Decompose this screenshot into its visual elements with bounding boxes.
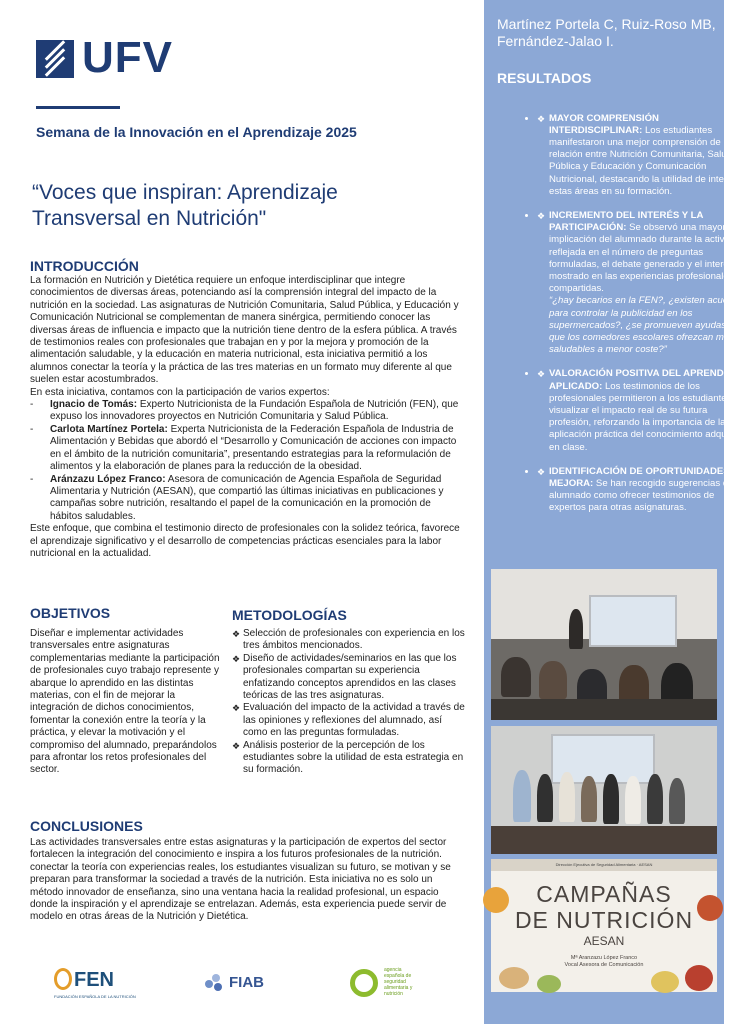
expert-description: Asesora de comunicación de Agencia Española de Seguridad Alimentaria y Nutrición (AESAN), que compartió las últimas iniciativas en publicaciones y campañas sobre nutrición, resaltando el papel de la comunicación en la promoción de hábitos saludables.	[50, 473, 444, 522]
diamond-bullet-icon: ❖	[232, 703, 241, 714]
introduction-section	[30, 258, 462, 560]
campaign-slide-speaker: Mª Aranzazu López Franco Vocal Asesora de Comunicación	[564, 955, 644, 968]
result-item: • ❖ INCREMENTO DEL INTERÉS Y LA PARTICIPACIÓN: Se observó una mayor implicación del alumnado durante la actividad, reflejada en el número de preguntas formuladas, el debate generado y el interés mostrado en las experiencias profesionales compartidas. “¿hay becarios en la FEN?, ¿existen acuerdos para controlar la publicidad en los supermercados?, ¿se promueven ayudas para que los comedores escolares ofrezcan menús saludables a menor coste?”	[537, 210, 751, 356]
objectives-text: Diseñar e implementar actividades transversales entre asignaturas complementarias mediante la participación de profesionales cuyo trabajo represente y abarque lo aprendido en las distintas materias, con el fin de mejorar la integración de dichos conocimientos, fomentar la conexión entre la teoría y la práctica, y elevar la motivación y el compromiso del alumnado, preparándolos para afrontar los retos profesionales del sector.	[30, 628, 220, 776]
ufv-logo-icon	[36, 40, 74, 78]
results-heading: RESULTADOS	[497, 70, 592, 86]
methodology-item: ❖ Selección de profesionales con experiencia en los tres ámbitos mencionados.	[232, 628, 465, 652]
conclusions-text: Las actividades transversales entre estas asignaturas y la participación de expertos del sector fortalecen la integración del conocimiento e inspira a los futuros profesionales de la nutrición. conectar la teoría con experiencias reales, los estudiantes visualizan su futuro, se motivan y se preparan para transformar la sociedad a través de la nutrición. Esta iniciativa no es solo un método innovador de enseñanza, sino una ventana hacia la realidad profesional, un espacio donde la inspiración y el aprendizaje se entrelazan. Además, esta experiencia puede servir de modelo en otras áreas de la Nutrición y Dietética.	[30, 837, 451, 923]
ufv-logo-text: UFV	[82, 33, 173, 82]
authors: Martínez Portela C, Ruiz-Roso MB, Fernández-Jalao I.	[497, 16, 716, 49]
expert-description: Experto Nutricionista de la Fundación Española de Nutrición (FEN), que expuso los innovadores proyectos en Nutrición Comunitaria y Salud Pública.	[50, 399, 459, 423]
diamond-bullet-icon: • ❖	[537, 369, 546, 380]
introduction-paragraph: La formación en Nutrición y Dietética requiere un enfoque interdisciplinar que integre conocimientos de diversas áreas, potenciando así la comprensión integral del impacto de la nutrición en la sociedad. Las asignaturas de Nutrición Comunitaria, Salud Pública, y Educación y Comunicación Nutricional se complementan de manera sinérgica, permitiendo conocer las diversas áreas de influencia e impacto que la nutrición tiene dentro de la esfera pública. A través de testimonios reales con profesionales que trabajan en y por la mejora y promoción de la alimentación saludable, y la educación en materia nutricional, esta iniciativa permitió a los alumnos conectar la teoría y la práctica de las tres materias en un formato muy diferente al que suelen estar acostumbrados.	[30, 275, 459, 386]
methodology-item: ❖ Evaluación del impacto de la actividad a través de las opiniones y reflexiones del alumnado, así como en las preguntas formuladas.	[232, 702, 465, 739]
diamond-bullet-icon: • ❖	[537, 466, 546, 477]
expert-description: Experta Nutricionista de la Federación Española de Industria de Alimentación y Bebidas que abordó el “Desarrollo y Comunicación de acciones con impacto en el ámbito de la nutrición comunitaria”, presentando estrategias para la reformulación de alimentos y la elaboración de planes para la reducción de la obesidad.	[50, 423, 457, 473]
experts-list	[30, 399, 462, 523]
expert-name: Aránzazu López Franco:	[50, 473, 166, 485]
result-item: • ❖ VALORACIÓN POSITIVA DEL APRENDIZAJE APLICADO: Los testimonios de los profesionales permitieron a los estudiantes visualizar el impacto real de su futura profesión, reforzando la importancia de la aplicación práctica del conocimiento adquirido en clase.	[537, 368, 751, 453]
campaign-slide-photo	[491, 859, 717, 992]
diamond-bullet-icon: ❖	[232, 740, 241, 751]
poster-title: “Voces que inspiran: Aprendizaje Transversal en Nutrición"	[32, 181, 338, 230]
result-item: • ❖ IDENTIFICACIÓN DE OPORTUNIDADES DE MEJORA: Se han recogido sugerencias del alumnado como ofrecer testimonios de expertos para otras asignaturas.	[537, 466, 751, 515]
conclusions-heading: CONCLUSIONES	[30, 818, 143, 834]
group-photo	[491, 726, 717, 854]
event-name: Semana de la Innovación en el Aprendizaje 2025	[36, 124, 357, 140]
methodology-item: ❖ Análisis posterior de la percepción de los estudiantes sobre la utilidad de esta estrategia en su formación.	[232, 739, 464, 776]
aesan-logo-text: agencia española de seguridad alimentaria y nutrición	[384, 967, 413, 997]
diamond-bullet-icon: • ❖	[537, 113, 546, 124]
objectives-section	[30, 605, 220, 777]
campaign-slide-subtitle: AESAN	[583, 934, 625, 948]
methodology-heading: METODOLOGÍAS	[232, 607, 347, 623]
fiab-logo-text: FIAB	[229, 974, 264, 991]
fen-logo-icon	[52, 965, 136, 1001]
student-questions-quote: “¿hay becarios en la FEN?, ¿existen acuerdos para controlar la publicidad en los supermercados?, ¿se promueven ayudas para que los comedores escolares ofrezcan menús saludables a menor coste?”	[549, 295, 748, 356]
methodology-item: ❖ Diseño de actividades/seminarios en las que los profesionales compartan su experiencia enfatizando conceptos aprendidos en las clases teóricas de las tres asignaturas.	[232, 652, 457, 702]
objectives-heading: OBJETIVOS	[30, 605, 111, 621]
conclusions-section	[30, 818, 462, 924]
campaign-slide-band: Dirección Ejecutiva de Seguridad Alimentaria · AESAN	[491, 859, 717, 871]
introduction-experts-lead: En esta iniciativa, contamos con la participación de varios expertos:	[30, 386, 330, 398]
classroom-presentation-photo	[491, 569, 717, 720]
expert-name: Ignacio de Tomás:	[50, 399, 138, 411]
campaign-slide-title: CAMPAÑAS DE NUTRICIÓN	[514, 881, 694, 933]
fen-logo-text: FEN	[74, 969, 114, 991]
introduction-heading: INTRODUCCIÓN	[30, 258, 139, 274]
expert-item: - Carlota Martínez Portela: Experta Nutricionista de la Federación Española de Industria de Alimentación y Bebidas que abordó el “Desarrollo y Comunicación de acciones con impacto en el ámbito de la nutrición comunitaria”, presentando estrategias para la reformulación de alimentos y la elaboración de planes para la reducción de la obesidad.	[30, 423, 457, 473]
expert-name: Carlota Martínez Portela:	[50, 423, 168, 435]
fen-logo-subtitle: FUNDACIÓN ESPAÑOLA DE LA NUTRICIÓN	[54, 994, 136, 999]
diamond-bullet-icon: ❖	[232, 653, 241, 664]
methodology-section	[232, 607, 468, 777]
introduction-closing: Este enfoque, que combina el testimonio directo de profesionales con la solidez teórica, favorece el aprendizaje significativo y el desarrollo de competencias prácticas esenciales para la labor nutricional en la actualidad.	[30, 523, 460, 559]
header-divider	[36, 106, 120, 109]
diamond-bullet-icon: ❖	[232, 629, 241, 639]
results-list	[497, 113, 751, 527]
aesan-logo-icon	[350, 965, 430, 1005]
result-item: • ❖ MAYOR COMPRENSIÓN INTERDISCIPLINAR: Los estudiantes manifestaron una mejor comprensión de la relación entre Nutrición Comunitaria, Salud Pública y Educación y Comunicación Nutricional, destacando la utilidad de integrar estas áreas en su formación.	[537, 113, 751, 198]
methodology-list	[232, 628, 468, 777]
expert-item: - Ignacio de Tomás: Experto Nutricionista de la Fundación Española de Nutrición (FEN), que expuso los innovadores proyectos en Nutrición Comunitaria y Salud Pública.	[30, 399, 459, 423]
diamond-bullet-icon: • ❖	[537, 211, 546, 222]
expert-item: - Aránzazu López Franco: Asesora de comunicación de Agencia Española de Seguridad Alimentaria y Nutrición (AESAN), que compartió las últimas iniciativas en publicaciones y campañas sobre nutrición, resaltando el papel de la comunicación en la promoción de hábitos saludables.	[30, 473, 444, 522]
